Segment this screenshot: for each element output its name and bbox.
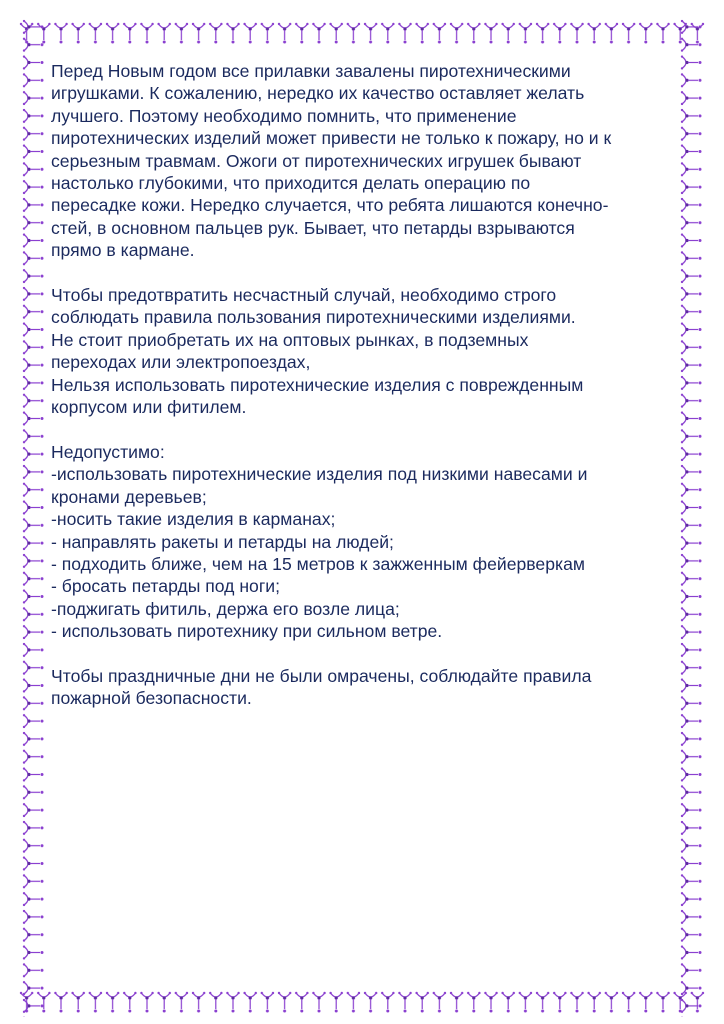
- list-item: - подходить ближе, чем на 15 метров к зажженным фейерверкам: [51, 553, 585, 574]
- text-line: Чтобы предотвратить несчастный случай, необходимо строго: [51, 285, 557, 306]
- text-line: переходах или электропоездах,: [51, 352, 311, 373]
- text-line: пиротехнических изделий может привести не только к пожару, но и к: [51, 128, 612, 149]
- text-line: настолько глубокими, что приходится делать операцию по: [51, 173, 531, 194]
- text-line: корпусом или фитилем.: [51, 397, 247, 418]
- document-body: [51, 60, 671, 732]
- ornamental-vine-icon: [676, 18, 706, 1017]
- text-line: Не стоит приобретать их на оптовых рынках, в подземных: [51, 329, 529, 350]
- text-line: соблюдать правила пользования пиротехническими изделиями.: [51, 307, 576, 328]
- list-heading: Недопустимо:: [51, 441, 165, 462]
- text-line: пожарной безопасности.: [51, 688, 252, 709]
- text-line: игрушками. К сожалению, нередко их качество оставляет желать: [51, 83, 585, 104]
- text-line: Чтобы праздничные дни не были омрачены, соблюдайте правила: [51, 665, 592, 686]
- list-item: кронами деревьев;: [51, 486, 207, 507]
- paragraph-intro: [51, 60, 671, 262]
- ornamental-border-bottom: [18, 987, 706, 1017]
- ornamental-border-right: [676, 18, 706, 1017]
- text-line: пересадке кожи. Нередко случается, что ребята лишаются конечно-: [51, 195, 609, 216]
- text-line: серьезным травмам. Ожоги от пиротехнических игрушек бывают: [51, 150, 582, 171]
- paragraph-prevention: [51, 284, 671, 418]
- ornamental-vine-icon: [18, 18, 48, 1017]
- ornamental-border-top: [18, 18, 706, 48]
- text-line: прямо в кармане.: [51, 240, 195, 261]
- text-line: Нельзя использовать пиротехнические изделия с поврежденным: [51, 374, 584, 395]
- text-line: стей, в основном пальцев рук. Бывает, что петарды взрываются: [51, 217, 575, 238]
- list-item: - направлять ракеты и петарды на людей;: [51, 531, 394, 552]
- text-line: Перед Новым годом все прилавки завалены пиротехническими: [51, 61, 571, 81]
- list-item: -носить такие изделия в карманах;: [51, 509, 336, 530]
- paragraph-prohibited-list: [51, 441, 671, 643]
- list-item: - использовать пиротехнику при сильном ветре.: [51, 621, 443, 642]
- ornamental-vine-icon: [18, 18, 706, 48]
- list-item: -поджигать фитиль, держа его возле лица;: [51, 598, 400, 619]
- list-item: -использовать пиротехнические изделия под низкими навесами и: [51, 464, 588, 485]
- text-line: лучшего. Поэтому необходимо помнить, что применение: [51, 105, 517, 126]
- list-item: - бросать петарды под ноги;: [51, 576, 280, 597]
- paragraph-closing: [51, 665, 671, 710]
- ornamental-vine-icon: [18, 987, 706, 1017]
- ornamental-border-left: [18, 18, 48, 1017]
